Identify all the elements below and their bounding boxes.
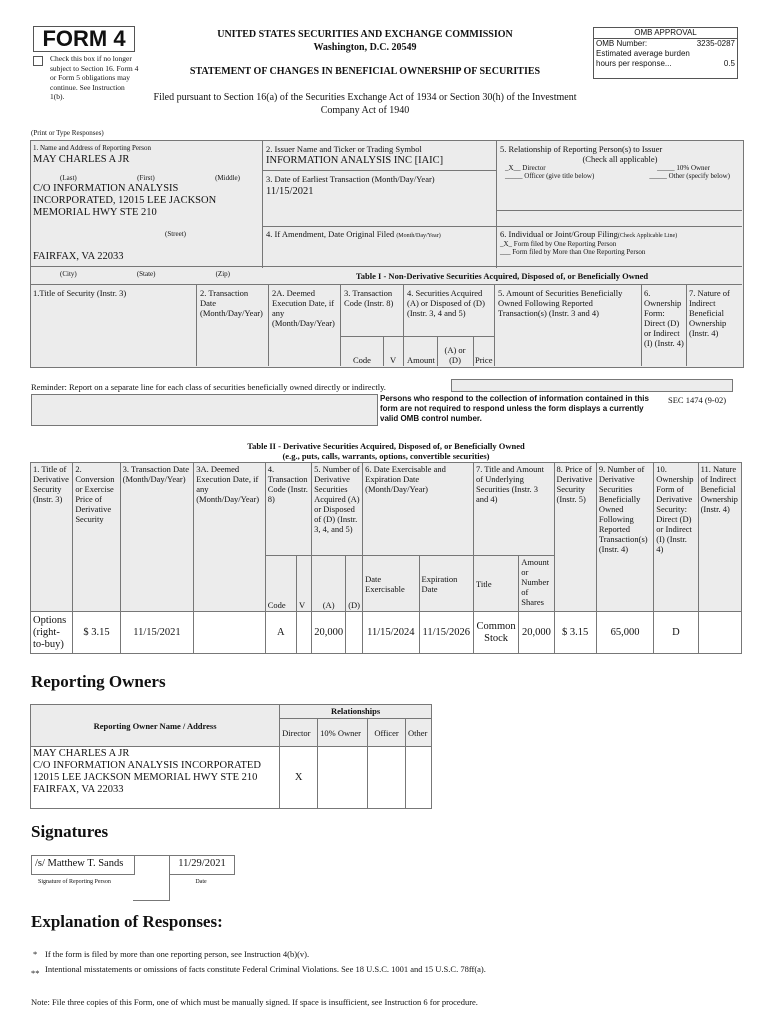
t1-col7: 7. Nature of Indirect Beneficial Ownership (Instr. 4) (689, 288, 730, 338)
check-box-text: Check this box if no longer subject to Section 16. Form 4 or Form 5 obligations may continue. See Instruction 1(b). (50, 54, 139, 101)
t2-h8: 8. Price of Derivative Security (Instr. 5) (554, 463, 596, 612)
filing-multiple-persons[interactable]: ___ Form filed by More than One Reporting Person (500, 248, 646, 256)
t2-nature (698, 612, 741, 654)
statement-title: STATEMENT OF CHANGES IN BENEFICIAL OWNERSHIP OF SECURITIES (189, 66, 541, 77)
t2-owned: 65,000 (596, 612, 653, 654)
agency-line1: UNITED STATES SECURITIES AND EXCHANGE COMMISSION (217, 29, 513, 40)
ro-owner-line2: C/O INFORMATION ANALYSIS INCORPORATED (33, 760, 261, 771)
t2-sub-title: Title (473, 556, 518, 612)
t2-sub-a: (A) (312, 556, 346, 612)
t2-d (346, 612, 363, 654)
box5-label: 5. Relationship of Reporting Person(s) to Issuer (500, 144, 663, 154)
t1-col2: 2. Transaction Date (Month/Day/Year) (200, 288, 263, 318)
signature-date: 11/29/2021 (178, 858, 226, 869)
omb-number-value: 3235-0287 (696, 39, 735, 48)
t2-under-amount: 20,000 (519, 612, 554, 654)
sec-code: SEC 1474 (9-02) (668, 395, 727, 405)
filing-one-person[interactable]: _X_ Form filed by One Reporting Person (500, 240, 617, 248)
address-line3: MEMORIAL HWY STE 210 (33, 207, 157, 218)
ro-director: Director (280, 719, 318, 747)
signatures-heading: Signatures (31, 822, 109, 841)
table2-title: Table II - Derivative Securities Acquired, Disposed of, or Beneficially Owned (247, 441, 525, 451)
omb-hours-label: hours per response... (596, 59, 672, 68)
no-longer-subject-checkbox[interactable] (33, 56, 43, 66)
filed-pursuant: Filed pursuant to Section 16(a) of the Securities Exchange Act of 1934 or Section 30(h) of the Investment Company Act of 1940 (153, 92, 577, 116)
signature-date-box (169, 855, 235, 875)
director-option[interactable]: _X__ Director (505, 164, 546, 172)
t2-title: Options (right-to-buy) (31, 612, 73, 654)
last-label: (Last) (60, 174, 77, 182)
officer-option[interactable]: _____ Officer (give title below) (505, 172, 595, 180)
t2-conversion: $ 3.15 (73, 612, 120, 654)
t1-col4: 4. Securities Acquired (A) or Disposed of (D) (Instr. 3, 4 and 5) (407, 288, 485, 318)
t2-sub-code: Code (265, 556, 296, 612)
box3-label: 3. Date of Earliest Transaction (Month/Day/Year) (266, 174, 435, 184)
note1-text: If the form is filed by more than one reporting person, see Instruction 4(b)(v). (45, 949, 310, 959)
t2-deemed (194, 612, 266, 654)
t1-sub-v: V (390, 355, 397, 365)
t2-sub-amount: Amount or Number of Shares (519, 556, 554, 612)
form-title-box (33, 26, 135, 52)
t2-h10: 10. Ownership Form of Derivative Security: Direct (D) or Indirect (I) (Instr. 4) (654, 463, 698, 612)
t1-sub-amount: Amount (407, 355, 435, 365)
note1-mark: * (33, 949, 38, 959)
signature-name: /s/ Matthew T. Sands (35, 858, 124, 869)
omb-box (593, 27, 738, 79)
omb-number-label: OMB Number: (596, 39, 648, 48)
t2-sub-exp: Expiration Date (419, 556, 473, 612)
t2-sub-date-ex: Date Exercisable (363, 556, 419, 612)
box6-label-small: (Check Applicable Line) (617, 233, 678, 239)
t1-col6: 6. Ownership Form: Direct (D) or Indirect (I) (Instr. 4) (644, 288, 684, 348)
persons-notice: Persons who respond to the collection of information contained in this form are not required to respond unless the form displays a currently valid OMB control number. (380, 394, 649, 423)
omb-hours-value: 0.5 (723, 59, 735, 68)
t2-form: D (654, 612, 698, 654)
print-type: (Print or Type Responses) (31, 129, 104, 137)
table2-subtitle: (e.g., puts, calls, warrants, options, convertible securities) (282, 451, 490, 461)
reminder-box-left (31, 394, 378, 426)
t2-expiration: 11/15/2026 (419, 612, 473, 654)
t2-a: 20,000 (312, 612, 346, 654)
first-label: (First) (137, 174, 155, 182)
t2-h4: 4. Transaction Code (Instr. 8) (265, 463, 311, 556)
ro-other: Other (405, 719, 431, 747)
note2-mark: ** (31, 968, 40, 978)
t2-price: $ 3.15 (554, 612, 596, 654)
t1-sub-aord: (A) or (D) (444, 345, 466, 365)
ro-owner-line1: MAY CHARLES A JR (33, 748, 130, 759)
footer-note: Note: File three copies of this Form, one of which must be manually signed. If space is insufficient, see Instruction 6 for procedure. (31, 997, 478, 1007)
reminder-box-right (451, 379, 733, 392)
address-line2: INCORPORATED, 12015 LEE JACKSON (33, 195, 217, 206)
t2-sub-v: V (296, 556, 311, 612)
box5-sub: (Check all applicable) (582, 154, 658, 164)
box4-label-small: (Month/Day/Year) (396, 233, 441, 239)
t2-code: A (265, 612, 296, 654)
ro-relationships: Relationships (280, 705, 432, 719)
t2-h9: 9. Number of Derivative Securities Beneficially Owned Following Reported Transaction(s) (Instr. 4) (596, 463, 653, 612)
ro-owner-line4: FAIRFAX, VA 22033 (33, 784, 124, 795)
reporting-person-name: MAY CHARLES A JR (33, 154, 130, 165)
t2-h3a: 3A. Deemed Execution Date, if any (Month/Day/Year) (194, 463, 266, 612)
signature-label: Signature of Reporting Person (38, 879, 111, 885)
other-option[interactable]: _____ Other (specify below) (649, 172, 730, 180)
form-title: FORM 4 (42, 26, 126, 51)
box4-label: 4. If Amendment, Date Original Filed (266, 229, 395, 239)
ro-owner-line3: 12015 LEE JACKSON MEMORIAL HWY STE 210 (33, 772, 258, 783)
reminder-text: Reminder: Report on a separate line for each class of securities beneficially owned directly or indirectly. (31, 382, 386, 392)
t2-exercisable: 11/15/2024 (363, 612, 419, 654)
issuer-name: INFORMATION ANALYSIS INC [IAIC] (266, 155, 444, 166)
table-row (31, 747, 432, 809)
middle-label: (Middle) (215, 174, 240, 182)
t2-sub-d: (D) (346, 556, 363, 612)
reporting-owners-heading: Reporting Owners (31, 672, 166, 691)
ro-director-mark: X (280, 747, 318, 809)
t1-sub-code: Code (353, 355, 371, 365)
earliest-transaction-date: 11/15/2021 (266, 186, 314, 197)
city-label: (City) (60, 270, 77, 278)
address-line1: C/O INFORMATION ANALYSIS (33, 183, 179, 194)
t2-h7: 7. Title and Amount of Underlying Securities (Instr. 3 and 4) (473, 463, 554, 556)
signature-box (31, 855, 135, 875)
t1-sub-price: Price (475, 355, 493, 365)
zip-label: (Zip) (215, 270, 230, 278)
ro-officer: Officer (368, 719, 406, 747)
t2-h1: 1. Title of Derivative Security (Instr. 3) (31, 463, 73, 612)
t2-v (296, 612, 311, 654)
derivative-table (30, 462, 742, 654)
note2-text: Intentional misstatements or omissions of facts constitute Federal Criminal Violations. See 18 U.S.C. 1001 and 15 U.S.C. 78ff(a). (45, 964, 486, 974)
t2-h6: 6. Date Exercisable and Expiration Date (Month/Day/Year) (363, 463, 474, 556)
t2-h2: 2. Conversion or Exercise Price of Derivative Security (73, 463, 120, 612)
t2-h3: 3. Transaction Date (Month/Day/Year) (120, 463, 194, 612)
explanation-heading: Explanation of Responses: (31, 912, 223, 931)
ro-col-name: Reporting Owner Name / Address (31, 705, 280, 747)
box6-label: 6. Individual or Joint/Group Filing (500, 229, 618, 239)
ten-pct-option[interactable]: _____ 10% Owner (657, 164, 710, 172)
street-label: (Street) (165, 230, 186, 238)
box2-label: 2. Issuer Name and Ticker or Trading Symbol (266, 144, 422, 154)
t1-col5: 5. Amount of Securities Beneficially Owned Following Reported Transaction(s) (Instr. 3 and 4) (498, 288, 623, 318)
omb-burden-label: Estimated average burden (596, 49, 690, 58)
reporting-owners-table (30, 704, 432, 809)
omb-title: OMB APPROVAL (594, 28, 737, 39)
t1-col3: 3. Transaction Code (Instr. 8) (344, 288, 394, 308)
t1-col1: 1.Title of Security (Instr. 3) (33, 288, 127, 298)
t1-col2a: 2A. Deemed Execution Date, if any (Month/Day/Year) (272, 288, 335, 328)
t2-h5: 5. Number of Derivative Securities Acquired (A) or Disposed of (D) (Instr. 3, 4, and 5) (312, 463, 363, 556)
box1-label: 1. Name and Address of Reporting Person (33, 144, 152, 152)
t2-under-title: Common Stock (473, 612, 518, 654)
t2-h11: 11. Nature of Indirect Beneficial Ownership (Instr. 4) (698, 463, 741, 612)
signature-date-label: Date (195, 879, 207, 885)
agency-line2: Washington, D.C. 20549 (313, 42, 417, 53)
city-state-zip: FAIRFAX, VA 22033 (33, 251, 124, 262)
signature-spacer (133, 855, 170, 901)
t2-date: 11/15/2021 (120, 612, 194, 654)
ro-ten-pct: 10% Owner (318, 719, 368, 747)
table1-title: Table I - Non-Derivative Securities Acquired, Disposed of, or Beneficially Owned (355, 271, 649, 281)
table-row (31, 612, 742, 654)
state-label: (State) (136, 270, 156, 278)
